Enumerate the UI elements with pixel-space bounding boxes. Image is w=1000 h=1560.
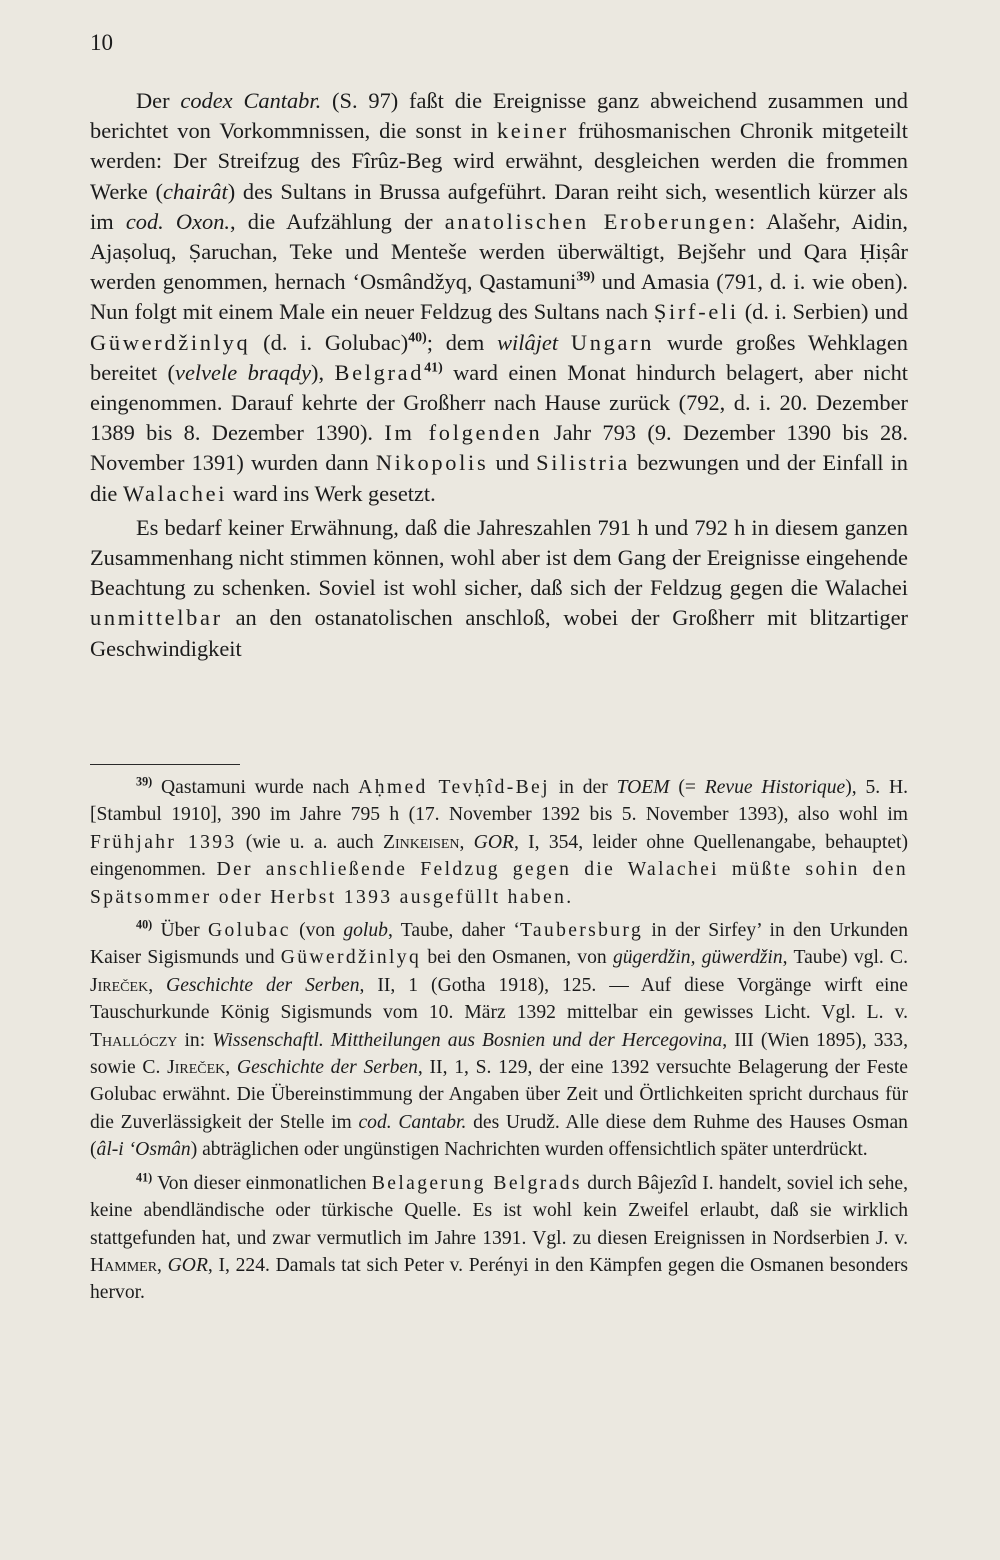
footnote-40 (90, 917, 908, 1164)
smallcaps-run: Thallóczy (90, 1029, 178, 1051)
spaced-run: Golubac (207, 920, 291, 942)
italic-run: chairât (163, 178, 228, 204)
text-run: , I, 224. Damals tat sich Peter v. Perényi in den Kämpfen gegen die Osmanen besonders hervor. (90, 1254, 908, 1304)
text-run: frühosmanischen Chronik mitgeteilt werden: Der Streifzug des Fîrûz-Beg wird erwähnt, desgleichen werden die frommen Werke ( (90, 118, 908, 204)
text-run: (d. i. Golubac) (250, 329, 409, 355)
spaced-run: Aḥmed Tevḥîd-Bej (358, 777, 550, 798)
paragraph-1 (90, 86, 908, 509)
smallcaps-run: Zinkeisen (382, 831, 460, 853)
text-run: Qastamuni wurde nach (152, 777, 359, 798)
smallcaps-run: Jireček (90, 974, 149, 996)
text-run: des Urudž. Alle diese dem Ruhme des Hauses Osman ( (90, 1111, 908, 1161)
text-run: , Taube) vgl. C. (782, 947, 909, 969)
text-run: ), 5. H. [Stambul 1910], 390 im Jahre 795 h (17. November 1392 bis 5. November 1393), also wohl im (90, 777, 908, 826)
spaced-run: Taubersburg (519, 920, 644, 942)
spaced-run: Güwerdžinlyq (90, 329, 251, 355)
text-run: , III (Wien 1895), 333, sowie C. (90, 1029, 909, 1079)
spaced-run: unmittelbar (90, 605, 223, 631)
text-run: an den ostanatolischen anschloß, wobei der Großherr mit blitzartiger Geschwindigkeit (90, 605, 908, 661)
text-run: in der (549, 777, 617, 798)
spaced-run: keiner (496, 118, 569, 144)
spaced-run: Belgrad (334, 359, 425, 385)
italic-run: GOR (167, 1254, 208, 1276)
text-run: (= (669, 777, 705, 798)
spaced-run: Ṣirf-eli (653, 299, 739, 325)
spaced-run: Belagerung Belgrads (371, 1172, 582, 1194)
text-run: ; dem (426, 329, 498, 355)
italic-run: GOR (473, 831, 514, 853)
text-run: (d. i. Serbien) und (738, 299, 908, 325)
main-text (90, 86, 908, 664)
page-number: 10 (90, 30, 113, 55)
footnote-41 (90, 1170, 908, 1307)
text-run: (S. 97) faßt die Ereignisse ganz abweichend zusammen und berichtet von Vorkommnissen, die sonst in (90, 88, 908, 144)
footnote-rule (90, 764, 240, 765)
text-run: , II, 1, S. 129, der eine 1392 versuchte Belagerung der Feste Golubac erwähnt. Die Übereinstimmung der Angaben über Zeit und Örtlichkeiten spricht durchaus für die Zuverlässigkeit der Stelle im (90, 1057, 908, 1133)
footnote-ref: 40) (408, 330, 427, 346)
spaced-run: anatolischen Eroberungen (444, 208, 749, 234)
text-run: Der (136, 88, 181, 113)
text-run: , (225, 1057, 237, 1079)
text-run: , II, 1 (Gotha 1918), 125. — Auf diese Vorgänge wirft eine Tauschurkunde König Sigismunds vom 10. März 1392 mittelbar ein gewisses Licht. Vgl. L. v. (90, 974, 908, 1024)
text-run: Von dieser einmonatlichen (152, 1172, 372, 1194)
text-run: (von (290, 920, 344, 942)
text-run: (wie u. a. auch (236, 831, 383, 853)
text-run: in: (177, 1029, 213, 1051)
text-run: ward ins Werk gesetzt. (227, 480, 436, 506)
text-run: , die Aufzählung der (230, 208, 445, 234)
text-run: , (157, 1254, 168, 1276)
footnote-ref: 39) (136, 774, 153, 789)
text-run: Es bedarf keiner Erwähnung, daß die Jahreszahlen 791 h und 792 h in diesem ganzen Zusammenhang nicht stimmen können, wohl aber ist dem Gang der Ereignisse eingehende Beachtung zu schenken. Soviel ist wohl sicher, daß sich der Feldzug gegen die Walachei (90, 514, 908, 601)
italic-run: Geschichte der Serben (166, 974, 360, 996)
text-run: , (459, 831, 474, 853)
italic-run: Wissenschaftl. Mittheilungen aus Bosnien und der Hercegovina (212, 1029, 723, 1051)
text-run: in der Sirfey’ in den Urkunden Kaiser Sigismunds und (90, 920, 909, 969)
italic-run: golub (343, 920, 388, 942)
text-run: ) des Sultans in Brussa aufgeführt. Daran reiht sich, wesentlich kürzer als im (90, 178, 909, 234)
italic-run: cod. Oxon. (125, 208, 231, 234)
spaced-run: Der anschließende Feldzug gegen die Walachei müßte sohin den Spätsommer oder Herbst 1393 ausgefüllt haben. (90, 859, 909, 908)
text-run: ward einen Monat hindurch belagert, aber nicht eingenommen. Darauf kehrte der Großherr nach Hause zurück (792, d. i. 20. Dezember 1389 bis 8. Dezember 1390). (90, 359, 908, 446)
footnote-ref: 41) (136, 1170, 153, 1185)
spaced-run: Frühjahr 1393 (90, 831, 237, 853)
text-run: , I, 354, leider ohne Quellenangabe, behauptet) eingenommen. (90, 831, 908, 881)
italic-run: Geschichte der Serben (236, 1057, 418, 1079)
spaced-run: Güwerdžinlyq (280, 947, 422, 969)
text-run: Jahr 793 (9. Dezember 1390 bis 28. November 1391) wurden dann (90, 420, 908, 476)
italic-run: velvele braqdy (175, 359, 312, 385)
smallcaps-run: Hammer (90, 1254, 158, 1276)
text-run: : Alašehr, Aidin, Ajaṣoluq, Ṣaruchan, Teke und Menteše werden überwältigt, Bejšehr und Qara Ḥiṣâr werden genommen, hernach ‘Osmândžyq, Qastamuni (90, 208, 908, 295)
italic-run: Revue Historique (704, 777, 846, 798)
spaced-run: Walachei (122, 480, 228, 506)
text-run: , Taube, daher ‘ (387, 920, 520, 942)
italic-run: codex Cantabr. (180, 88, 322, 113)
footnote-39 (90, 774, 908, 911)
text-run: bei den Osmanen, von (421, 947, 613, 969)
text-run: ) abträglichen oder ungünstigen Nachrichten wurden offensichtlich später unterdrückt. (190, 1139, 868, 1161)
italic-run: wilâjet (497, 329, 559, 355)
italic-run: cod. Cantabr. (358, 1111, 467, 1133)
footnotes (90, 774, 908, 1307)
paragraph-2 (90, 513, 908, 664)
text-run: bezwungen und der Einfall in die (90, 450, 908, 506)
smallcaps-run: Jireček (167, 1057, 226, 1079)
footnote-ref: 39) (576, 269, 595, 285)
text-run: , (148, 974, 167, 996)
text-run (558, 330, 571, 355)
footnote-ref: 40) (136, 917, 153, 932)
spaced-run: Nikopolis (375, 450, 489, 476)
spaced-run: Im folgenden (384, 420, 543, 446)
italic-run: TOEM (616, 777, 670, 798)
spaced-run: Ungarn (570, 329, 655, 355)
italic-run: gügerdžin, güwerdžin (612, 947, 783, 969)
text-run: wurde großes Wehklagen bereitet ( (90, 329, 908, 385)
italic-run: âl-i ‘Osmân (96, 1139, 191, 1161)
text-run: Über (152, 920, 208, 942)
text-run: ), (311, 359, 335, 385)
spaced-run: Silistria (536, 450, 631, 476)
text-run: durch Bâjezîd I. handelt, soviel ich sehe, keine abendländische oder türkische Quelle. Es ist wohl kein Zweifel erlaubt, daß sie wirklich stattgefunden hat, und zwar vermutlich im Jahre 1391. Vgl. zu diesen Ereignissen in Nordserbien J. v. (90, 1172, 908, 1249)
footnote-ref: 41) (424, 360, 443, 376)
text-run: und Amasia (791, d. i. wie oben). Nun folgt mit einem Male ein neuer Feldzug des Sultans nach (90, 269, 909, 325)
text-run: und (488, 450, 537, 476)
